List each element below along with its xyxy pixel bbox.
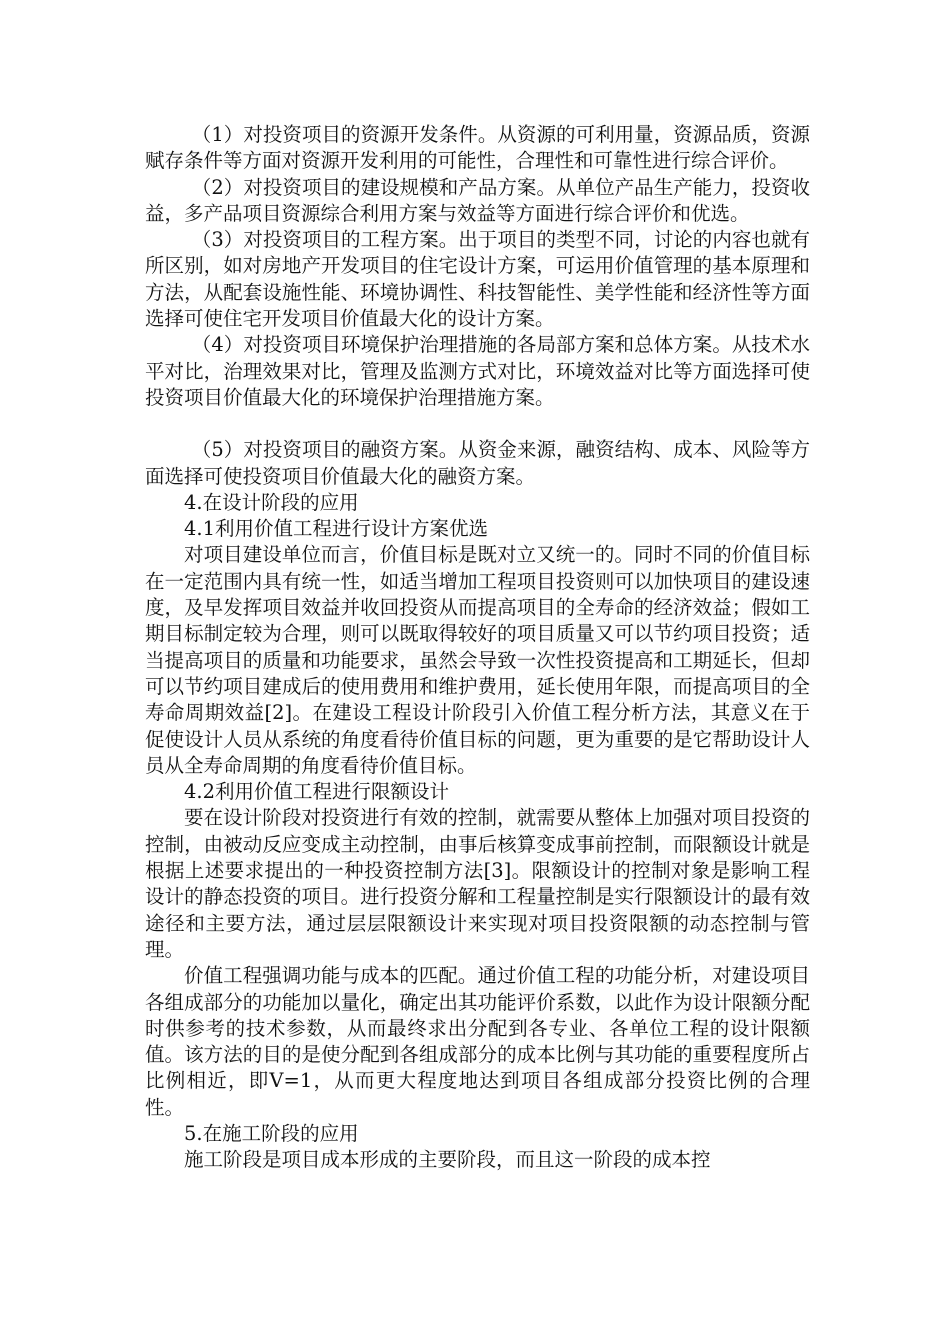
paragraph-item-3: （3）对投资项目的工程方案。出于项目的类型不同，讨论的内容也就有所区别，如对房地产开发项目的住宅设计方案，可运用价值管理的基本原理和方法，从配套设施性能、环境协调性、科技智能性、美学性能和经济性等方面选择可使住宅开发项目价值最大化的设计方案。 [145, 228, 810, 331]
paragraph-4-2-body-1: 要在设计阶段对投资进行有效的控制，就需要从整体上加强对项目投资的控制，由被动反应变成主动控制，由事后核算变成事前控制，而限额设计就是根据上述要求提出的一种投资控制方法[3]。限额设计的控制对象是影响工程设计的静态投资的项目。进行投资分解和工程量控制是实行限额设计的最有效途径和主要方法，通过层层限额设计来实现对项目投资限额的动态控制与管理。 [145, 806, 810, 961]
subsection-heading-4-1: 4.1利用价值工程进行设计方案优选 [184, 517, 489, 541]
paragraph-item-4: （4）对投资项目环境保护治理措施的各局部方案和总体方案。从技术水平对比，治理效果对比，管理及监测方式对比，环境效益对比等方面选择可使投资项目价值最大化的环境保护治理措施方案。 [145, 333, 810, 409]
paragraph-4-2-body-2: 价值工程强调功能与成本的匹配。通过价值工程的功能分析，对建设项目各组成部分的功能加以量化，确定出其功能评价系数，以此作为设计限额分配时供参考的技术参数，从而最终求出分配到各专业、各单位工程的设计限额值。该方法的目的是使分配到各组成部分的成本比例与其功能的重要程度所占比例相近，即V=1，从而更大程度地达到项目各组成部分投资比例的合理性。 [145, 964, 810, 1119]
paragraph-item-5: （5）对投资项目的融资方案。从资金来源，融资结构、成本、风险等方面选择可使投资项目价值最大化的融资方案。 [145, 438, 810, 488]
document-page [145, 122, 810, 1174]
paragraph-5-body: 施工阶段是项目成本形成的主要阶段，而且这一阶段的成本控 [184, 1148, 711, 1172]
subsection-heading-4-2: 4.2利用价值工程进行限额设计 [184, 780, 450, 804]
section-heading-4: 4.在设计阶段的应用 [184, 490, 359, 514]
section-heading-5: 5.在施工阶段的应用 [184, 1121, 359, 1145]
paragraph-4-1-body: 对项目建设单位而言，价值目标是既对立又统一的。同时不同的价值目标在一定范围内具有统一性，如适当增加工程项目投资则可以加快项目的建设速度，及早发挥项目效益并收回投资从而提高项目的全寿命的经济效益；假如工期目标制定较为合理，则可以既取得较好的项目质量又可以节约项目投资；适当提高项目的质量和功能要求，虽然会导致一次性投资提高和工期延长，但却可以节约项目建成后的使用费用和维护费用，延长使用年限，而提高项目的全寿命周期效益[2]。在建设工程设计阶段引入价值工程分析方法，其意义在于促使设计人员从系统的角度看待价值目标的问题，更为重要的是它帮助设计人员从全寿命周期的角度看待价值目标。 [145, 543, 810, 777]
paragraph-item-2: （2）对投资项目的建设规模和产品方案。从单位产品生产能力，投资收益，多产品项目资源综合利用方案与效益等方面进行综合评价和优选。 [145, 175, 810, 225]
paragraph-item-1: （1）对投资项目的资源开发条件。从资源的可利用量，资源品质，资源赋存条件等方面对资源开发利用的可能性，合理性和可靠性进行综合评价。 [145, 123, 810, 173]
blank-line [145, 411, 810, 437]
